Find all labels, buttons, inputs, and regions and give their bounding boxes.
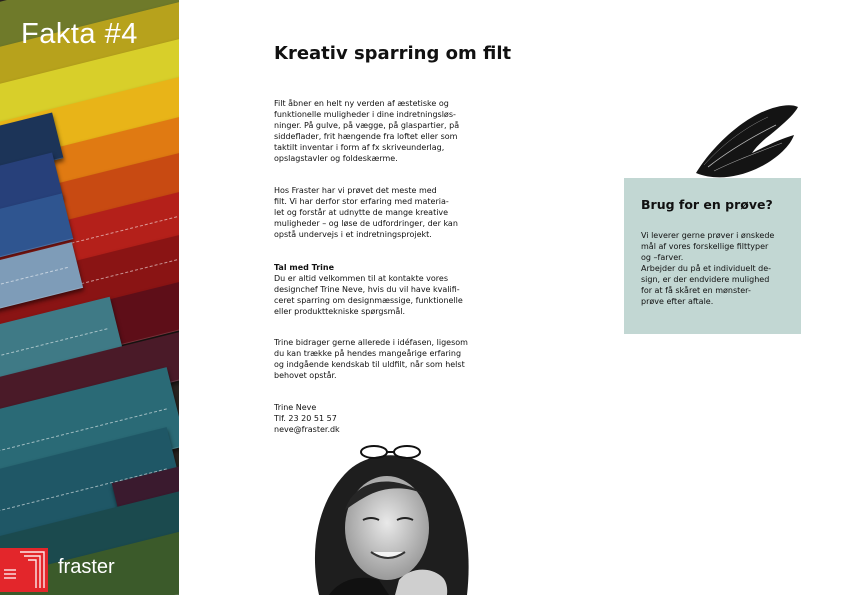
fraster-logo-icon bbox=[0, 548, 48, 592]
portrait-photo bbox=[299, 440, 475, 595]
contact-name: Trine Neve bbox=[274, 403, 317, 412]
page-title: Kreativ sparring om filt bbox=[274, 43, 512, 64]
sample-request-box bbox=[624, 178, 801, 334]
contact-phone[interactable]: Tlf. 23 20 51 57 bbox=[274, 414, 337, 423]
aside-text: Vi leverer gerne prøver i ønskede mål af vores forskellige filttyper og –farver. Arbejder du på et individuelt de- sign, er der endvidere mulighed for at få skåret en mønster- prøve efter aftale. bbox=[641, 231, 775, 306]
felt-swatches-photo bbox=[0, 0, 179, 595]
fakta-heading: Fakta #4 bbox=[21, 18, 138, 50]
brand-logo bbox=[0, 548, 115, 592]
paragraph-contact-invite: Du er altid velkommen til at kontakte vores designchef Trine Neve, hvis du vil have kvalifi- ceret sparring om designmæssige, funktionelle eller produkttekniske spørgsmål. bbox=[274, 274, 463, 316]
contact-email[interactable]: neve@fraster.dk bbox=[274, 425, 340, 434]
aside-title: Brug for en prøve? bbox=[641, 197, 773, 212]
paragraph-experience: Hos Fraster har vi prøvet det meste med filt. Vi har derfor stor erfaring med materia- let og forstår at udnytte de mange kreative muligheder – og løse de udfordringer, der kan opstå undervejs i et indretningsprojekt. bbox=[274, 186, 458, 239]
contact-block bbox=[274, 402, 340, 435]
brush-stroke-icon bbox=[690, 95, 802, 187]
paragraph-intro: Filt åbner en helt ny verden af æstetiske og funktionelle muligheder i dine indretningsløs- ninger. På gulve, på vægge, på glaspartier, på siddeflader, frit hængende fra loftet eller som taktilt inventar i form af fx skriveunderlag, opslagstavler og foldeskærme. bbox=[274, 99, 460, 163]
paragraph-idea-phase: Trine bidrager gerne allerede i idéfasen, ligesom du kan trække på hendes mangeårige erfaring og indgående kendskab til uldfilt, når som helst behovet opstår. bbox=[274, 338, 468, 380]
brand-name: fraster bbox=[58, 555, 115, 578]
subheading-talk: Tal med Trine bbox=[274, 263, 335, 272]
